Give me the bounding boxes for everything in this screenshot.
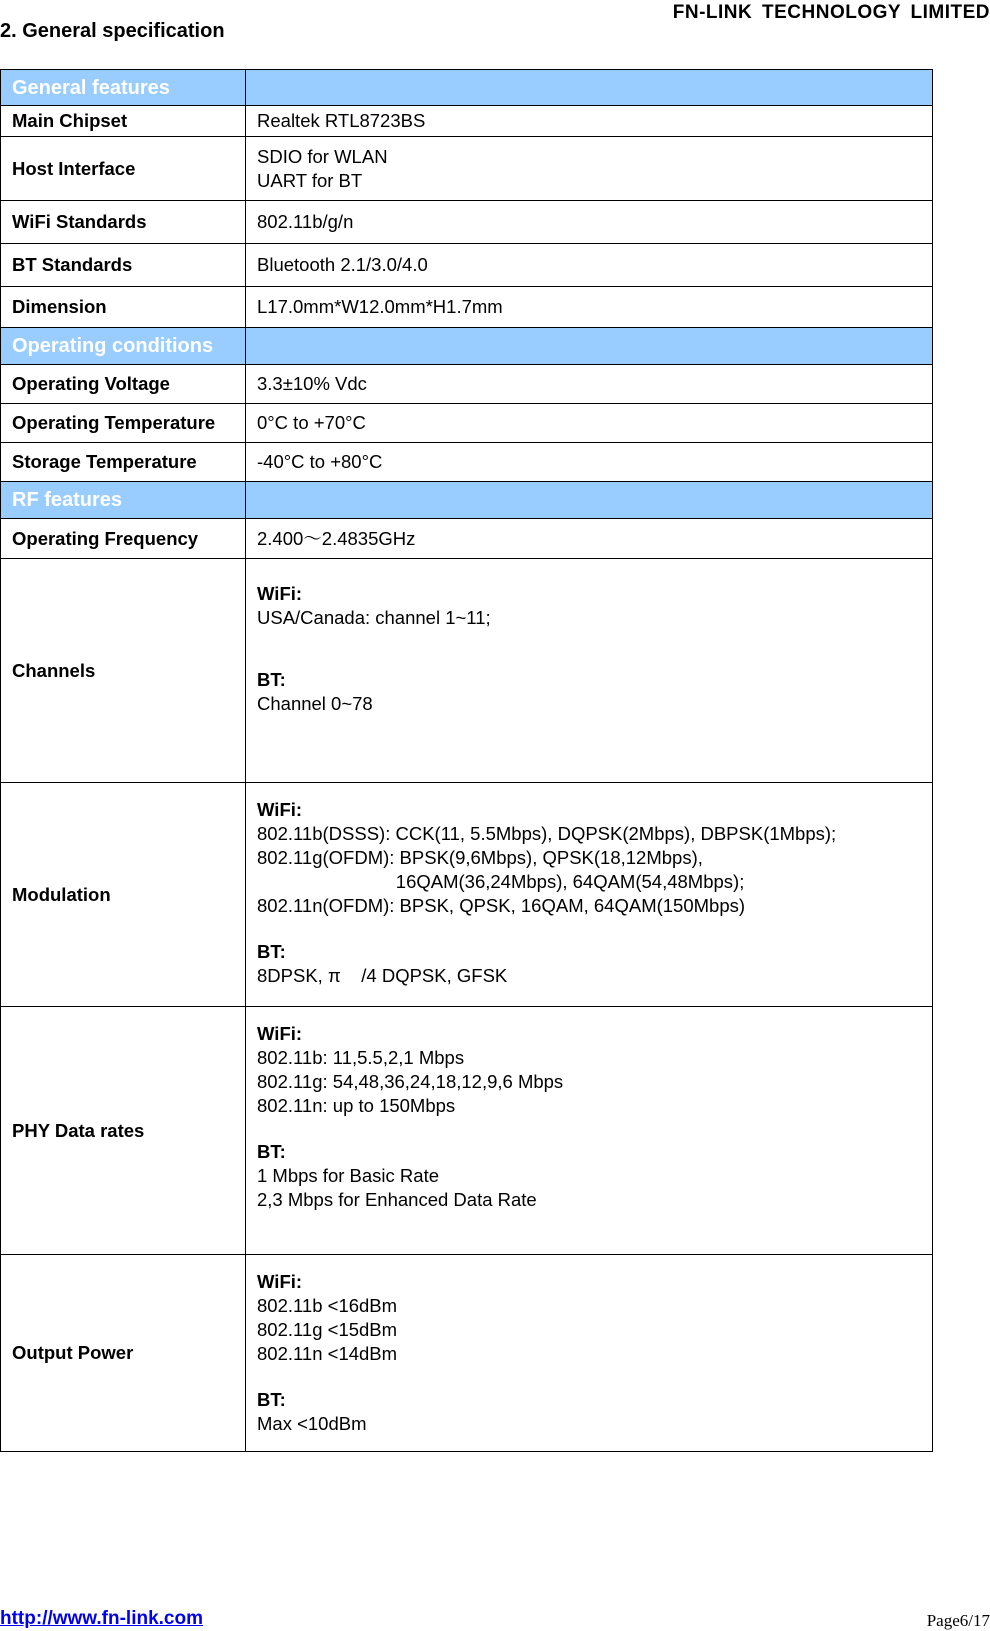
value-line: UART for BT: [257, 169, 363, 191]
row-value: [246, 559, 933, 783]
row-label: Modulation: [1, 783, 246, 1007]
spec-table: [0, 69, 933, 1452]
value-line: Max <10dBm: [257, 1413, 367, 1434]
value-line: 802.11b: 11,5.5,2,1 Mbps: [257, 1047, 465, 1068]
row-value: [246, 783, 933, 1007]
section-heading: General features: [1, 70, 246, 106]
table-row: [1, 244, 933, 287]
row-value: [246, 1007, 933, 1255]
row-value: 802.11b/g/n: [246, 201, 933, 244]
row-value: 3.3±10% Vdc: [246, 365, 933, 404]
table-row: [1, 201, 933, 244]
row-value: Bluetooth 2.1/3.0/4.0: [246, 244, 933, 287]
value-line: 802.11g(OFDM): BPSK(9,6Mbps), QPSK(18,12Mbps),: [257, 847, 703, 868]
row-label: Operating Temperature: [1, 404, 246, 443]
row-value: 2.400～2.4835GHz: [246, 519, 933, 559]
value-line: 802.11b <16dBm: [257, 1295, 398, 1316]
table-row: [1, 365, 933, 404]
section-row-operating: [1, 328, 933, 365]
value-line: 802.11g: 54,48,36,24,18,12,9,6 Mbps: [257, 1071, 564, 1092]
website-link[interactable]: http://www.fn-link.com: [0, 1608, 203, 1629]
section-row-general: [1, 70, 933, 106]
bt-heading: BT:: [257, 1389, 286, 1410]
table-row: [1, 1007, 933, 1255]
value-line: 1 Mbps for Basic Rate: [257, 1165, 439, 1186]
row-value: 0°C to +70°C: [246, 404, 933, 443]
row-label: BT Standards: [1, 244, 246, 287]
row-value: L17.0mm*W12.0mm*H1.7mm: [246, 287, 933, 328]
table-row: [1, 1255, 933, 1452]
section-heading: Operating conditions: [1, 328, 246, 365]
row-label: Output Power: [1, 1255, 246, 1452]
row-label: Operating Frequency: [1, 519, 246, 559]
row-value: Realtek RTL8723BS: [246, 106, 933, 137]
value-line: 802.11g <15dBm: [257, 1319, 398, 1340]
bt-heading: BT:: [257, 1141, 286, 1162]
table-row: [1, 519, 933, 559]
wifi-heading: WiFi:: [257, 799, 303, 820]
value-line: 16QAM(36,24Mbps), 64QAM(54,48Mbps);: [257, 871, 745, 892]
value-line: 802.11b(DSSS): CCK(11, 5.5Mbps), DQPSK(2Mbps), DBPSK(1Mbps);: [257, 823, 837, 844]
value-line: Channel 0~78: [257, 693, 373, 714]
wifi-heading: WiFi:: [257, 1271, 303, 1292]
value-line: SDIO for WLAN: [257, 145, 388, 167]
row-label: Dimension: [1, 287, 246, 328]
table-row: [1, 559, 933, 783]
value-line: 802.11n <14dBm: [257, 1343, 398, 1364]
value-line: 2,3 Mbps for Enhanced Data Rate: [257, 1189, 537, 1210]
table-row: [1, 404, 933, 443]
table-row: [1, 783, 933, 1007]
value-line: USA/Canada: channel 1~11;: [257, 607, 491, 628]
row-label: Storage Temperature: [1, 443, 246, 482]
value-line: 8DPSK, π /4 DQPSK, GFSK: [257, 965, 508, 986]
table-row: [1, 287, 933, 328]
row-label: Channels: [1, 559, 246, 783]
row-label: WiFi Standards: [1, 201, 246, 244]
row-label: Main Chipset: [1, 106, 246, 137]
page-number: Page6/17: [926, 1611, 990, 1630]
row-label: PHY Data rates: [1, 1007, 246, 1255]
value-line: 802.11n(OFDM): BPSK, QPSK, 16QAM, 64QAM(150Mbps): [257, 895, 746, 916]
section-title: 2. General specification: [0, 20, 225, 42]
section-heading: RF features: [1, 482, 246, 519]
wifi-heading: WiFi:: [257, 583, 303, 604]
bt-heading: BT:: [257, 669, 286, 690]
table-row: [1, 443, 933, 482]
row-value: -40°C to +80°C: [246, 443, 933, 482]
row-label: Operating Voltage: [1, 365, 246, 404]
table-row: [1, 106, 933, 137]
table-row: [1, 137, 933, 201]
row-value: [246, 137, 933, 201]
wifi-heading: WiFi:: [257, 1023, 303, 1044]
company-name: FN-LINK TECHNOLOGY LIMITED: [672, 2, 990, 23]
row-label: Host Interface: [1, 137, 246, 201]
bt-heading: BT:: [257, 941, 286, 962]
section-row-rf: [1, 482, 933, 519]
row-value: [246, 1255, 933, 1452]
value-line: 802.11n: up to 150Mbps: [257, 1095, 456, 1116]
